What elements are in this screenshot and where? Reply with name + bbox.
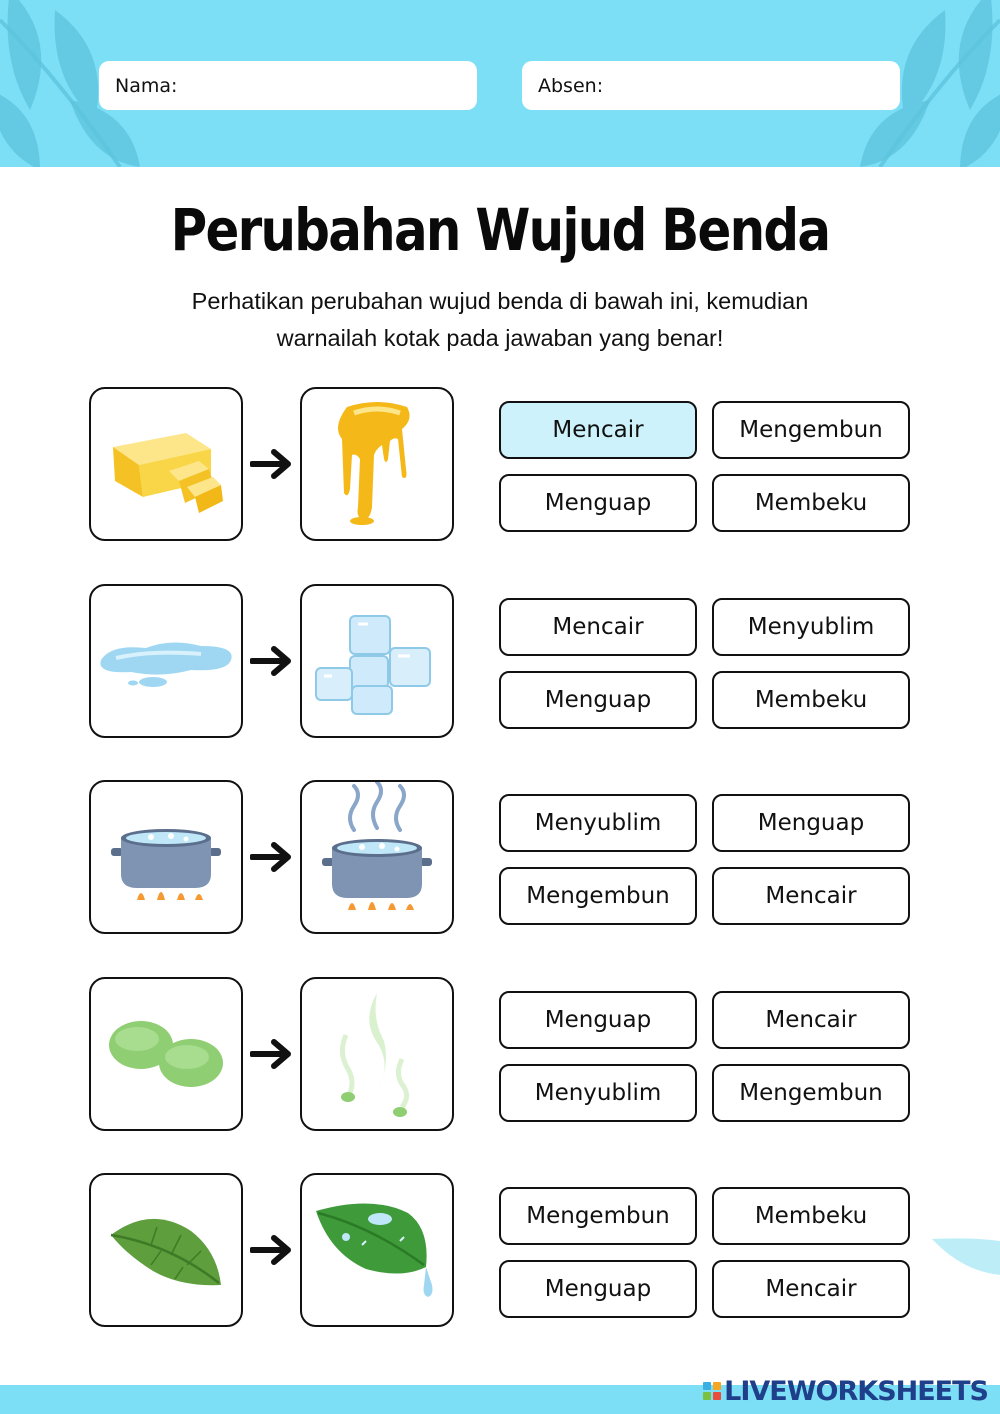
evaporating-camphor-icon bbox=[302, 979, 452, 1129]
name-field[interactable] bbox=[99, 61, 477, 110]
question-row-1 bbox=[0, 387, 1000, 543]
answer-option[interactable]: Mencair bbox=[499, 598, 697, 656]
question-row-4 bbox=[0, 977, 1000, 1133]
answer-option[interactable]: Mencair bbox=[712, 867, 910, 925]
answer-option[interactable]: Mengembun bbox=[712, 401, 910, 459]
answer-option[interactable]: Mencair bbox=[712, 1260, 910, 1318]
dewy-leaf-icon bbox=[302, 1175, 452, 1325]
page-title: Perubahan Wujud Benda bbox=[170, 196, 830, 264]
absen-field[interactable] bbox=[522, 61, 900, 110]
header-banner bbox=[0, 0, 1000, 167]
answer-option[interactable]: Menyublim bbox=[712, 598, 910, 656]
answer-option[interactable]: Menyublim bbox=[499, 1064, 697, 1122]
answer-option[interactable]: Membeku bbox=[712, 474, 910, 532]
before-image-box bbox=[89, 387, 243, 541]
question-row-5 bbox=[0, 1173, 1000, 1329]
name-input[interactable] bbox=[185, 75, 461, 97]
answer-option[interactable]: Menguap bbox=[499, 671, 697, 729]
arrow-right-icon bbox=[250, 1235, 294, 1265]
answer-option[interactable]: Mengembun bbox=[712, 1064, 910, 1122]
answer-option[interactable]: Membeku bbox=[712, 671, 910, 729]
name-label: Nama: bbox=[115, 74, 178, 97]
after-image-box bbox=[300, 977, 454, 1131]
arrow-right-icon bbox=[250, 449, 294, 479]
answer-option[interactable]: Mengembun bbox=[499, 1187, 697, 1245]
camphor-balls-icon bbox=[91, 979, 241, 1129]
before-image-box bbox=[89, 584, 243, 738]
arrow-right-icon bbox=[250, 646, 294, 676]
water-puddle-icon bbox=[91, 586, 241, 736]
wave-decoration-icon bbox=[932, 1237, 1000, 1277]
after-image-box bbox=[300, 387, 454, 541]
arrow-right-icon bbox=[250, 842, 294, 872]
before-image-box bbox=[89, 1173, 243, 1327]
instruction-line-1: Perhatikan perubahan wujud benda di bawah ini, kemudian bbox=[191, 288, 809, 314]
liveworksheets-logo-icon bbox=[703, 1382, 721, 1400]
butter-block-icon bbox=[91, 389, 241, 539]
brand-logo[interactable] bbox=[703, 1374, 988, 1408]
answer-option[interactable]: Mengembun bbox=[499, 867, 697, 925]
brand-text: LIVEWORKSHEETS bbox=[724, 1375, 988, 1407]
question-row-3 bbox=[0, 780, 1000, 936]
after-image-box bbox=[300, 780, 454, 934]
melted-butter-icon bbox=[302, 389, 452, 539]
question-row-2 bbox=[0, 584, 1000, 740]
answer-option[interactable]: Menguap bbox=[499, 1260, 697, 1318]
green-leaf-icon bbox=[91, 1175, 241, 1325]
absen-label: Absen: bbox=[538, 74, 604, 97]
instruction-text bbox=[100, 283, 900, 357]
answer-option[interactable]: Membeku bbox=[712, 1187, 910, 1245]
answer-option[interactable]: Menguap bbox=[499, 474, 697, 532]
steaming-pot-icon bbox=[302, 782, 452, 932]
after-image-box bbox=[300, 1173, 454, 1327]
before-image-box bbox=[89, 977, 243, 1131]
instruction-line-2: warnailah kotak pada jawaban yang benar! bbox=[276, 325, 724, 351]
answer-option[interactable]: Mencair bbox=[712, 991, 910, 1049]
answer-option[interactable]: Mencair bbox=[499, 401, 697, 459]
ice-cubes-icon bbox=[302, 586, 452, 736]
before-image-box bbox=[89, 780, 243, 934]
after-image-box bbox=[300, 584, 454, 738]
arrow-right-icon bbox=[250, 1039, 294, 1069]
answer-option[interactable]: Menyublim bbox=[499, 794, 697, 852]
answer-option[interactable]: Menguap bbox=[712, 794, 910, 852]
absen-input[interactable] bbox=[611, 75, 884, 97]
answer-option[interactable]: Menguap bbox=[499, 991, 697, 1049]
boiling-pot-icon bbox=[91, 782, 241, 932]
